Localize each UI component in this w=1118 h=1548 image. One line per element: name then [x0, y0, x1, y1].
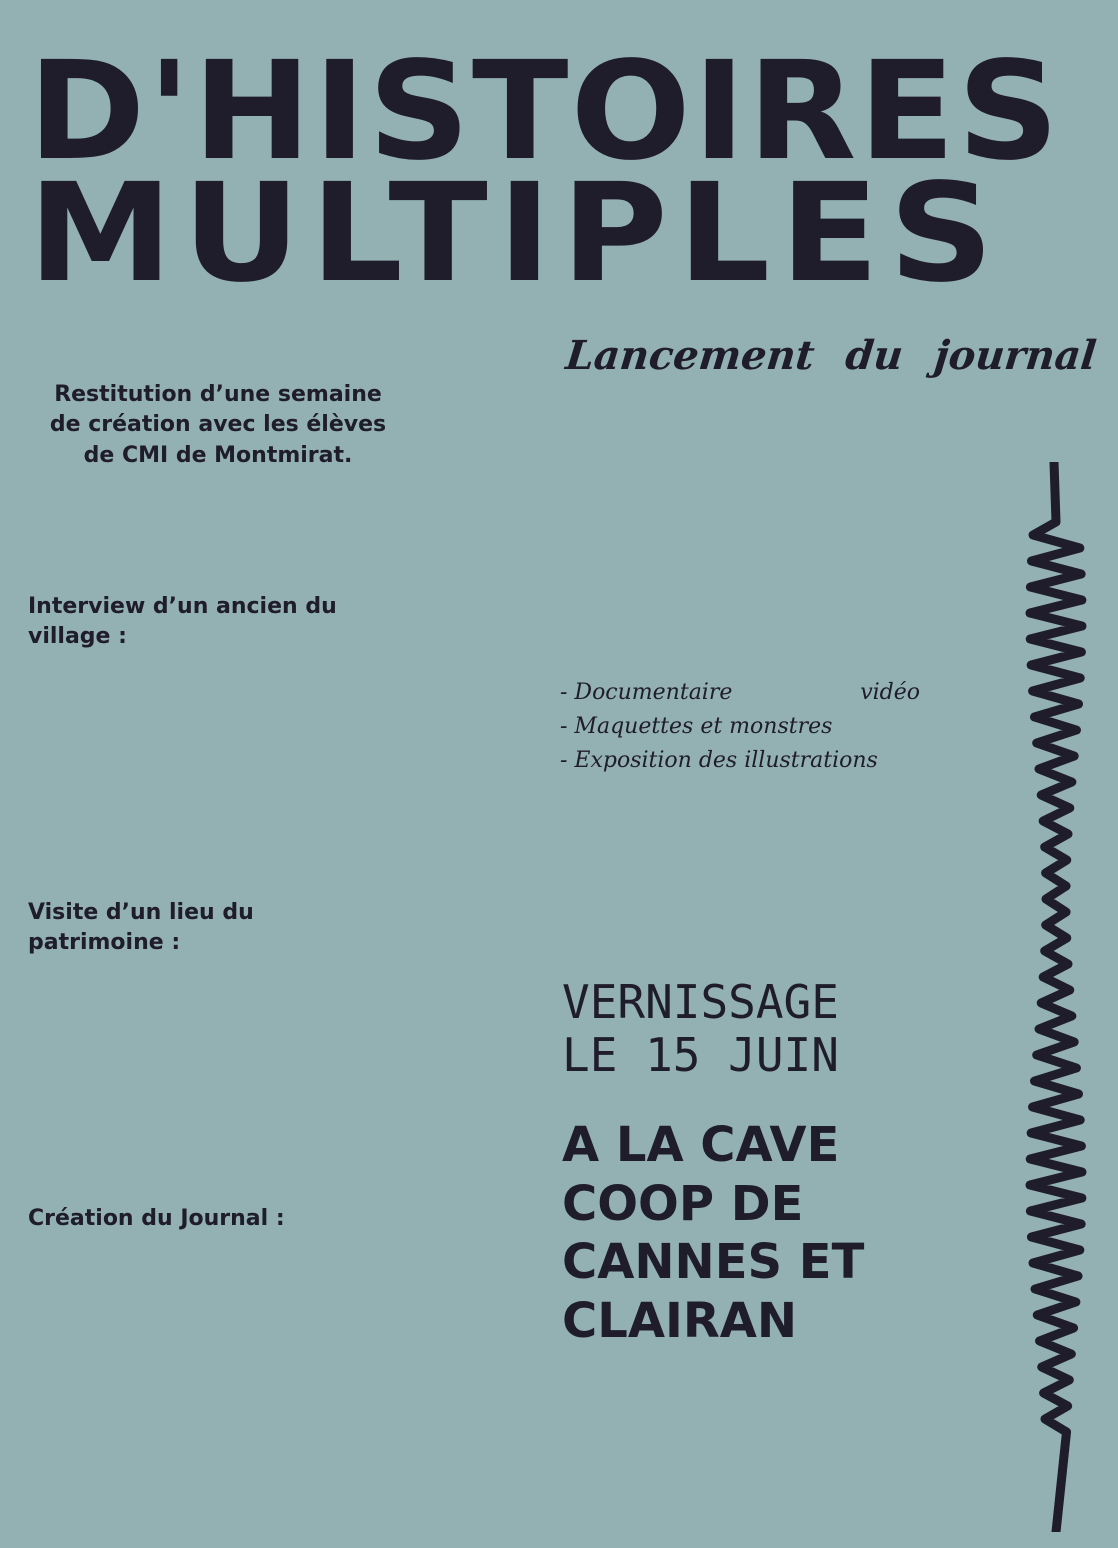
bar	[27, 1006, 381, 1019]
bars-right-bottom	[562, 1424, 915, 1469]
section-title-visite: Visite d’un lieu du patrimoine :	[28, 900, 254, 956]
venue-line-3: CANNES ET	[562, 1234, 865, 1291]
bar	[562, 548, 915, 561]
bar	[27, 683, 381, 696]
bar	[27, 1096, 381, 1109]
venue-block	[562, 1116, 918, 1350]
bar	[27, 668, 381, 681]
venue-line-2: COOP DE	[562, 1175, 804, 1232]
bar	[27, 1396, 381, 1409]
bar	[27, 788, 381, 801]
bar	[27, 728, 381, 741]
intro-text: Restitution d’une semaine de création avec les élèves de CMI de Montmirat.	[49, 382, 387, 468]
bar	[27, 1036, 381, 1049]
bar	[27, 1321, 381, 1334]
bar	[562, 1439, 915, 1452]
bar	[27, 803, 381, 816]
bar	[562, 578, 915, 591]
activity-label: - Documentaire	[560, 680, 733, 705]
bar	[27, 976, 381, 989]
bar	[562, 563, 915, 576]
bar	[562, 1454, 915, 1467]
activity-item	[560, 676, 920, 710]
section-title-interview: Interview d’un ancien du village :	[28, 594, 337, 650]
bar	[27, 1336, 381, 1349]
bar	[27, 1246, 381, 1259]
tagline	[564, 332, 1099, 379]
activity-label-end: vidéo	[860, 680, 920, 705]
bar	[27, 1291, 381, 1304]
tagline-word-3: journal	[932, 332, 1099, 379]
bar	[562, 875, 915, 888]
activities-list	[560, 676, 920, 778]
bar	[562, 533, 915, 546]
vernissage-block	[562, 976, 918, 1083]
zigzag-ornament	[1022, 462, 1092, 1532]
bar	[27, 1426, 381, 1439]
bar	[27, 758, 381, 771]
bar	[27, 713, 381, 726]
bars-interview	[27, 668, 381, 818]
bar	[27, 1366, 381, 1379]
bar	[562, 860, 915, 873]
vernissage-line-2: LE 15 JUIN	[562, 1028, 839, 1083]
section-title-creation: Création du Journal :	[28, 1206, 285, 1231]
vernissage-line-1: VERNISSAGE	[562, 975, 839, 1029]
bars-creation	[27, 1246, 381, 1456]
poster-title-line-1: D'HISTOIRES	[28, 33, 1062, 191]
bars-right-top	[562, 518, 915, 608]
bars-right-middle	[562, 860, 915, 905]
bar	[27, 698, 381, 711]
bar	[27, 991, 381, 1004]
bar	[27, 1276, 381, 1289]
bar	[562, 593, 915, 606]
venue-line-1: A LA CAVE	[562, 1117, 840, 1173]
bar	[27, 1306, 381, 1319]
activity-item: - Maquettes et monstres	[560, 714, 833, 740]
tagline-word-2: du	[843, 332, 906, 379]
bar	[27, 773, 381, 786]
bar	[27, 1441, 381, 1454]
bar	[27, 1051, 381, 1064]
bars-visite	[27, 976, 381, 1111]
poster-title-line-2: MULTIPLES	[28, 155, 1004, 313]
bar	[27, 1066, 381, 1079]
bar	[562, 1424, 915, 1437]
bar	[27, 743, 381, 756]
venue-line-4: CLAIRAN	[562, 1292, 798, 1349]
bar	[27, 1261, 381, 1274]
tagline-word-1: Lancement	[563, 332, 817, 379]
activity-item: - Exposition des illustrations	[560, 748, 878, 774]
bar	[562, 518, 915, 531]
bar	[27, 1081, 381, 1094]
bar	[562, 890, 915, 903]
bar	[27, 1411, 381, 1424]
bar	[27, 1381, 381, 1394]
bar	[27, 1021, 381, 1034]
bar	[27, 1351, 381, 1364]
